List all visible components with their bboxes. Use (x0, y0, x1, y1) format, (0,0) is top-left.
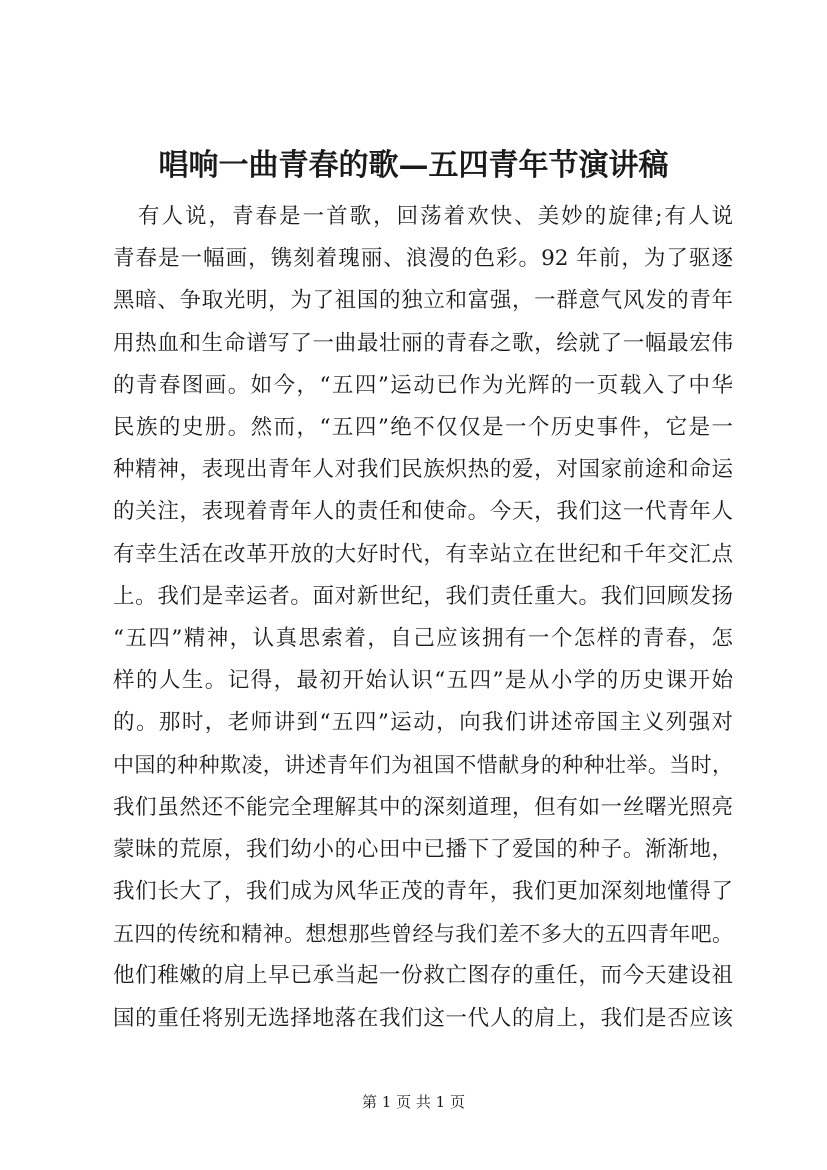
body-line: 用热血和生命谱写了一曲最壮丽的青春之歌，绘就了一幅最宏伟 (113, 330, 733, 356)
page-number-footer: 第 1 页 共 1 页 (362, 1093, 465, 1111)
body-line: 的青春图画。如今，“五四”运动已作为光辉的一页载入了中华 (113, 372, 733, 398)
body-line: 样的人生。记得，最初开始认识“五四”是从小学的历史课开始 (113, 668, 733, 694)
body-line: 国的重任将别无选择地落在我们这一代人的肩上，我们是否应该 (113, 1005, 733, 1031)
body-line: 有幸生活在改革开放的大好时代，有幸站立在世纪和千年交汇点 (113, 541, 733, 567)
body-line: 上。我们是幸运者。面对新世纪，我们责任重大。我们回顾发扬 (113, 583, 733, 609)
body-line: 他们稚嫩的肩上早已承当起一份救亡图存的重任，而今天建设祖 (113, 963, 733, 989)
body-line: “五四”精神，认真思索着，自己应该拥有一个怎样的青春，怎 (113, 625, 733, 651)
body-line: 青春是一幅画，镌刻着瑰丽、浪漫的色彩。92 年前，为了驱逐 (113, 246, 733, 272)
body-line: 的关注，表现着青年人的责任和使命。今天，我们这一代青年人 (113, 499, 733, 525)
document-title: 唱响一曲青春的歌—五四青年节演讲稿 (158, 148, 669, 183)
body-line: 种精神，表现出青年人对我们民族炽热的爱，对国家前途和命运 (113, 457, 733, 483)
body-line: 中国的种种欺凌，讲述青年们为祖国不惜献身的种种壮举。当时， (113, 753, 733, 778)
body-line: 五四的传统和精神。想想那些曾经与我们差不多大的五四青年吧。 (113, 922, 733, 947)
document-body (113, 196, 733, 1040)
body-line: 民族的史册。然而，“五四”绝不仅仅是一个历史事件，它是一 (113, 414, 733, 440)
body-line: 蒙昧的荒原，我们幼小的心田中已播下了爱国的种子。渐渐地， (113, 836, 733, 862)
body-line: 我们虽然还不能完全理解其中的深刻道理，但有如一丝曙光照亮 (113, 794, 733, 820)
body-line: 有人说，青春是一首歌，回荡着欢快、美妙的旋律;有人说 (138, 204, 733, 229)
body-line: 我们长大了，我们成为风华正茂的青年，我们更加深刻地懂得了 (113, 879, 733, 904)
body-line: 黑暗、争取光明，为了祖国的独立和富强，一群意气风发的青年 (113, 288, 733, 314)
body-line: 的。那时，老师讲到“五四”运动，向我们讲述帝国主义列强对 (113, 710, 733, 736)
